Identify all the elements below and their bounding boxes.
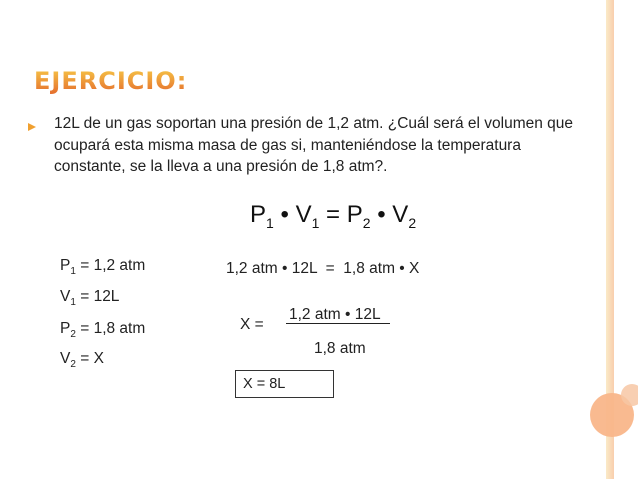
slide-title bbox=[32, 62, 232, 98]
given-p2: $P_2 = 1,8$ atm bbox=[60, 320, 146, 341]
x-label: X = bbox=[240, 316, 264, 333]
given-p1: $P_1 = 1,2$ atm bbox=[60, 257, 146, 278]
fraction-denominator: 1,8 atm bbox=[314, 340, 366, 357]
result-box: X = 8L bbox=[235, 370, 334, 398]
problem-statement: 12L de un gas soportan una presión de 1,2 atm. ¿Cuál será el volumen que ocupará esta misma masa de gas si, manteniéndose la temperatura constante, se la lleva a una presión de 1,8 atm?. bbox=[54, 115, 574, 175]
given-v1: $V_1 = 12L$ bbox=[60, 288, 120, 309]
fraction-bar bbox=[286, 323, 390, 324]
fraction-numerator: 1,2 atm • 12L bbox=[289, 306, 381, 323]
substitution-equation: 1,2 atm • 12L = 1,8 atm • X bbox=[226, 260, 420, 277]
boyle-law-formula: $P_1$ • $V_1 = P_2$ • $V_2$ bbox=[250, 201, 417, 231]
given-v2: $V_2 = X$ bbox=[60, 350, 104, 371]
slide-title-text: EJERCICIO: bbox=[34, 67, 188, 95]
title-bullet-shape bbox=[28, 123, 36, 131]
